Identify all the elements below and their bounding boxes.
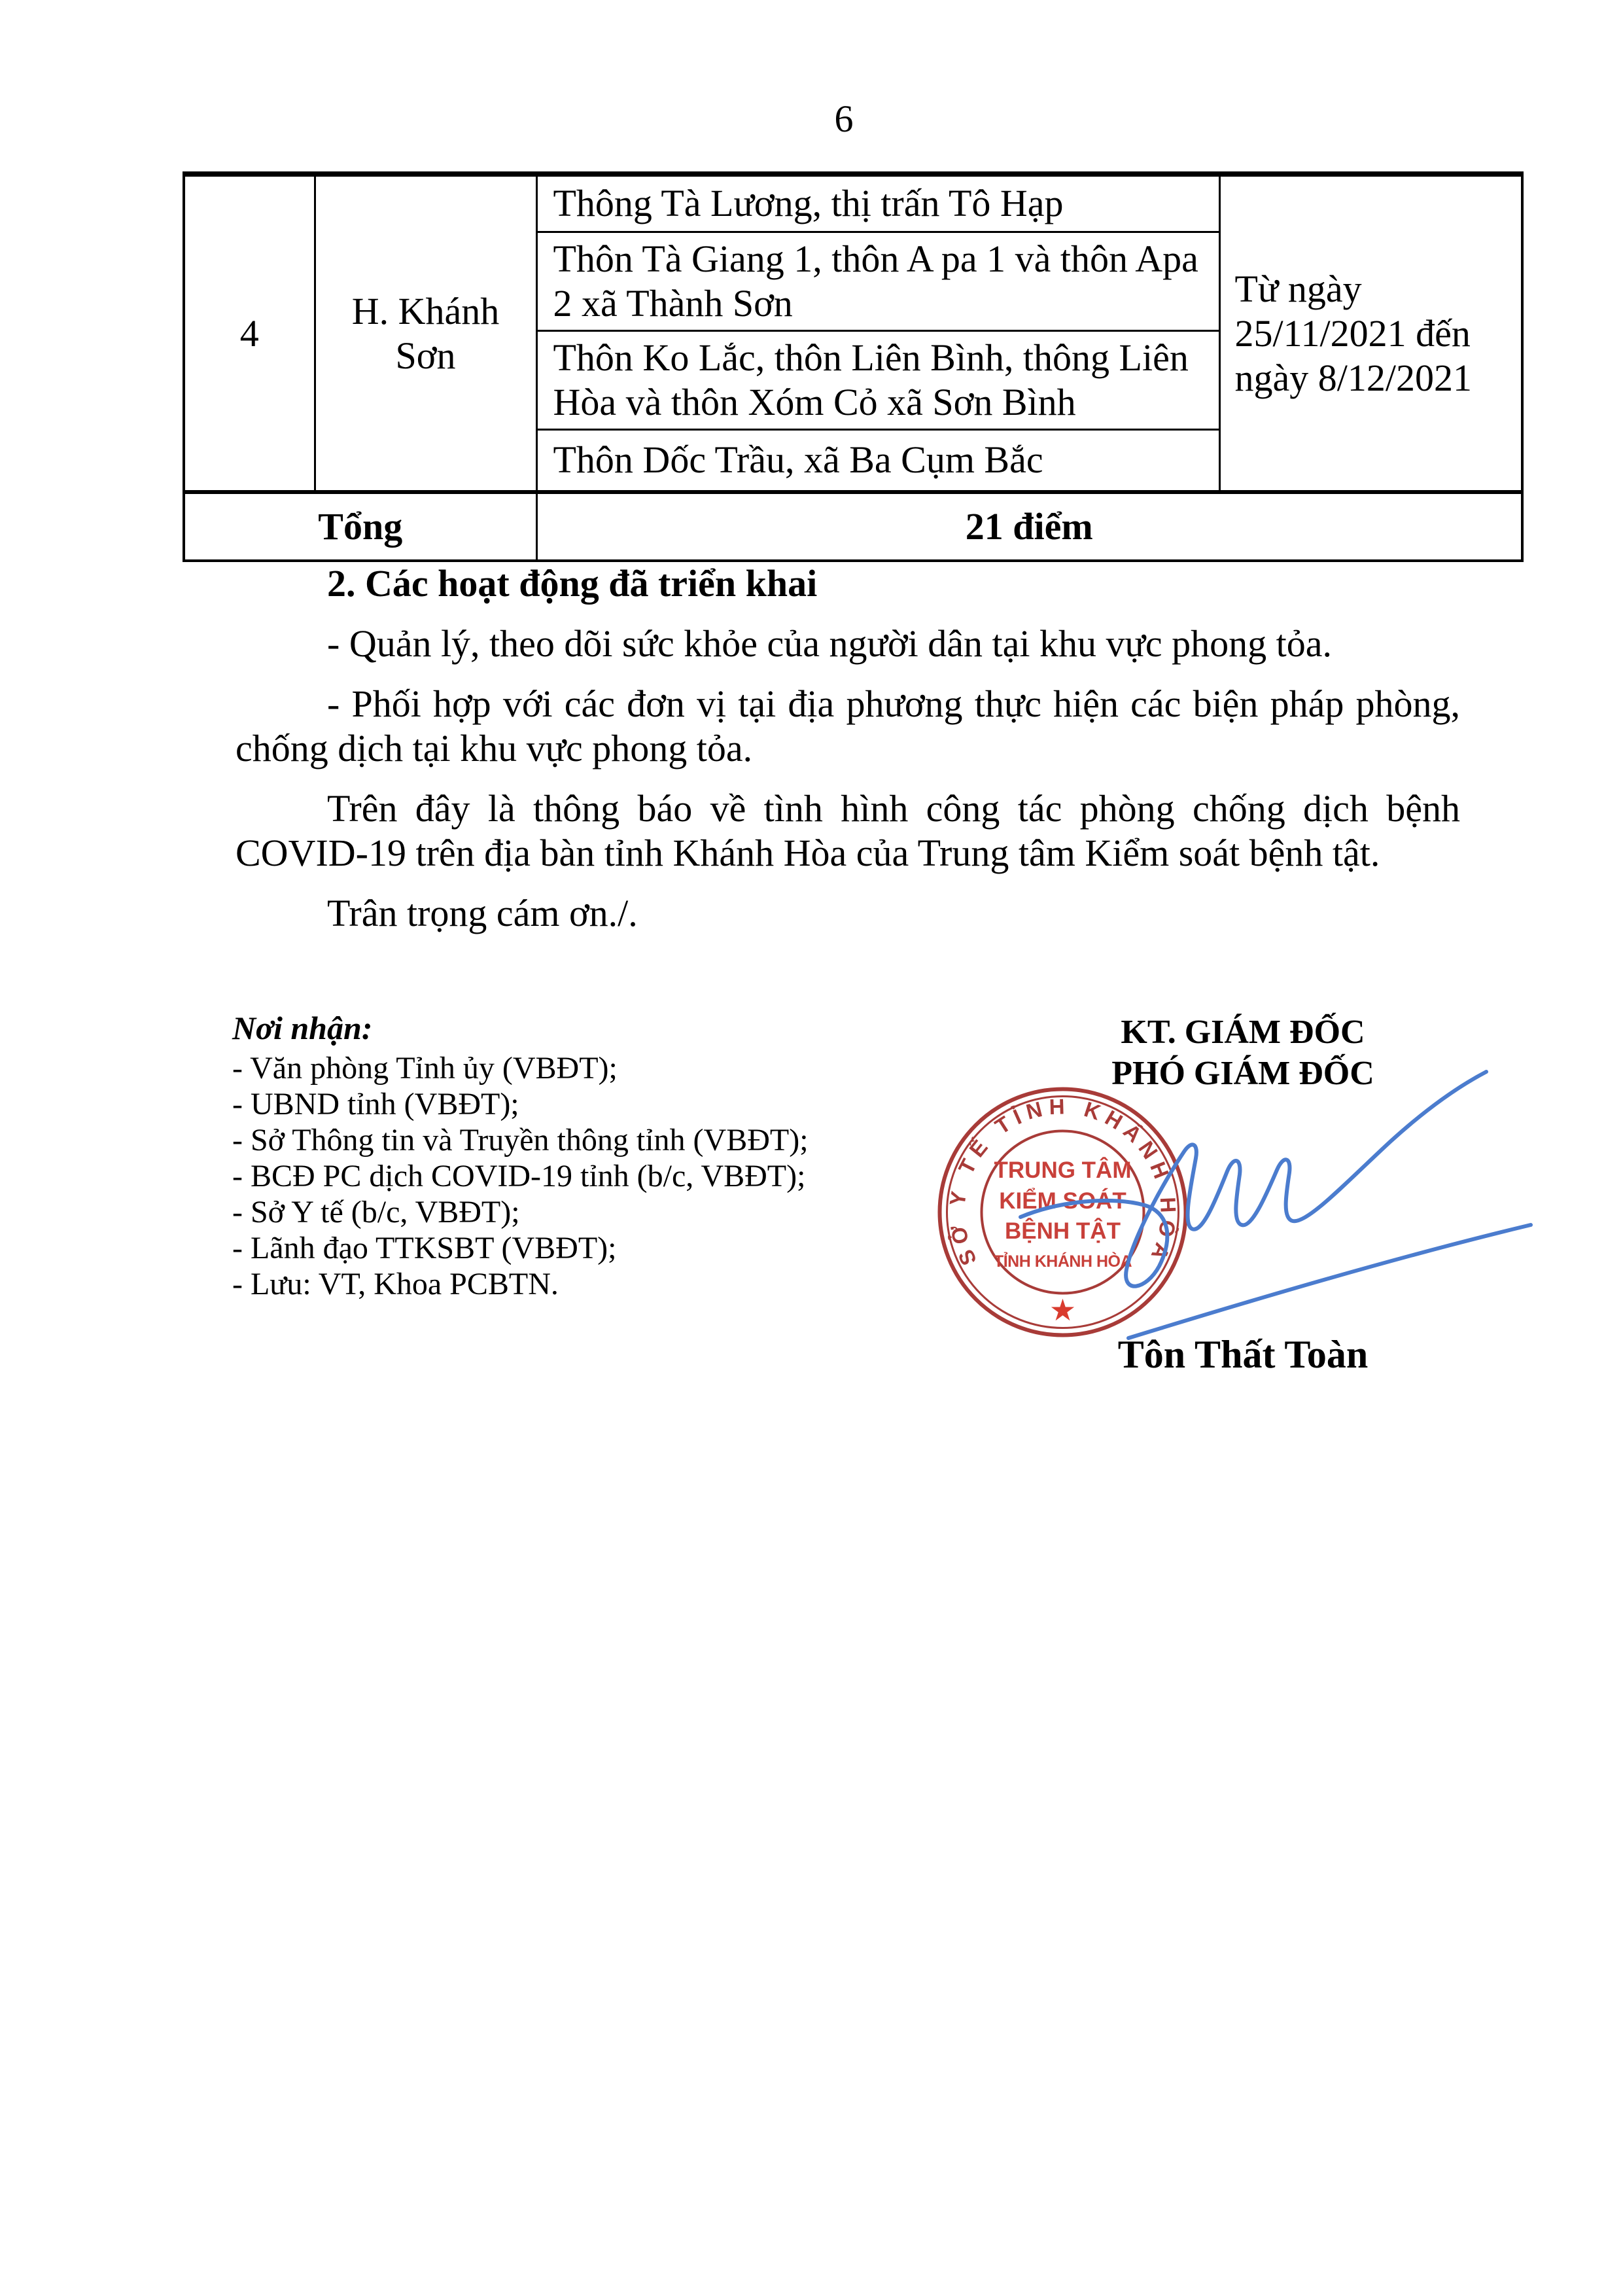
- body-text: [236, 561, 1460, 951]
- recipient-item: - UBND tỉnh (VBĐT);: [232, 1087, 519, 1122]
- official-stamp: [937, 1086, 1189, 1338]
- total-label-cell: Tổng: [184, 492, 536, 561]
- location-cell: Thôn Ko Lắc, thôn Liên Bình, thông Liên Hòa và thôn Xóm Cỏ xã Sơn Bình: [536, 330, 1219, 429]
- stamp-second-ring: [947, 1097, 1179, 1328]
- location-cell: Thôn Dốc Trầu, xã Ba Cụm Bắc: [536, 429, 1219, 492]
- table-row: [184, 174, 1522, 232]
- star-icon: ★: [1049, 1293, 1077, 1327]
- stamp-outer-ring: [940, 1089, 1186, 1335]
- table-total-row: [184, 492, 1522, 561]
- signature-stroke-main: [1021, 1072, 1486, 1286]
- section-heading: 2. Các hoạt động đã triển khai: [327, 562, 818, 605]
- recipients-block: [232, 1010, 821, 1302]
- recipient-item: - Văn phòng Tỉnh ủy (VBĐT);: [232, 1051, 618, 1086]
- paragraph-thanks: Trân trọng cám ơn./.: [327, 892, 638, 934]
- duration-cell: Từ ngày 25/11/2021 đến ngày 8/12/2021: [1219, 174, 1522, 492]
- paragraph-bullet-2: - Phối hợp với các đơn vị tại địa phương thực hiện các biện pháp phòng, chống dịch tại khu vực phong tỏa.: [236, 682, 1460, 769]
- recipient-item: - Sở Thông tin và Truyền thông tỉnh (VBĐT);: [232, 1123, 809, 1157]
- lockdown-areas-table: [183, 171, 1524, 562]
- signer-position-line2: PHÓ GIÁM ĐỐC: [1111, 1055, 1374, 1092]
- total-value-cell: 21 điểm: [536, 492, 1522, 561]
- signer-name: Tôn Thất Toàn: [1117, 1333, 1369, 1376]
- page-number: 6: [834, 97, 854, 140]
- stamp-center-line1: TRUNG TÂM: [994, 1157, 1132, 1183]
- stamp-ring-text: SỞ Y TẾ TỈNH KHÁNH HÒA: [945, 1094, 1181, 1269]
- signer-position-line1: KT. GIÁM ĐỐC: [1121, 1014, 1365, 1051]
- recipients-list: [232, 1050, 821, 1302]
- paragraph-bullet-1: - Quản lý, theo dõi sức khỏe của người dân tại khu vực phong tỏa.: [327, 622, 1332, 665]
- location-cell: Thông Tà Lương, thị trấn Tô Hạp: [536, 174, 1219, 232]
- location-cell: Thôn Tà Giang 1, thôn A pa 1 và thôn Apa 2 xã Thành Sơn: [536, 232, 1219, 330]
- stamp-center-line3: BỆNH TẬT: [1005, 1218, 1121, 1244]
- signature-stroke-underline: [1128, 1225, 1531, 1338]
- stamp-center-line4: TỈNH KHÁNH HÒA: [993, 1252, 1132, 1271]
- recipient-item: - BCĐ PC dịch COVID-19 tỉnh (b/c, VBĐT);: [232, 1159, 806, 1193]
- recipient-item: - Lãnh đạo TTKSBT (VBĐT);: [232, 1231, 617, 1265]
- district-cell: H. Khánh Sơn: [315, 174, 536, 492]
- paragraph-closing: Trên đây là thông báo về tình hình công tác phòng chống dịch bệnh COVID-19 trên địa bàn tỉnh Khánh Hòa của Trung tâm Kiểm soát bệnh tật.: [236, 787, 1460, 874]
- recipient-item: - Sở Y tế (b/c, VBĐT);: [232, 1195, 520, 1229]
- signature-titles: [1007, 1012, 1478, 1094]
- stamp-inner-ring: [982, 1131, 1144, 1294]
- stamp-center-line2: KIỂM SOÁT: [999, 1188, 1126, 1214]
- recipient-item: - Lưu: VT, Khoa PCBTN.: [232, 1267, 559, 1301]
- row-index-cell: 4: [184, 174, 315, 492]
- recipients-heading: Nơi nhận:: [232, 1010, 373, 1046]
